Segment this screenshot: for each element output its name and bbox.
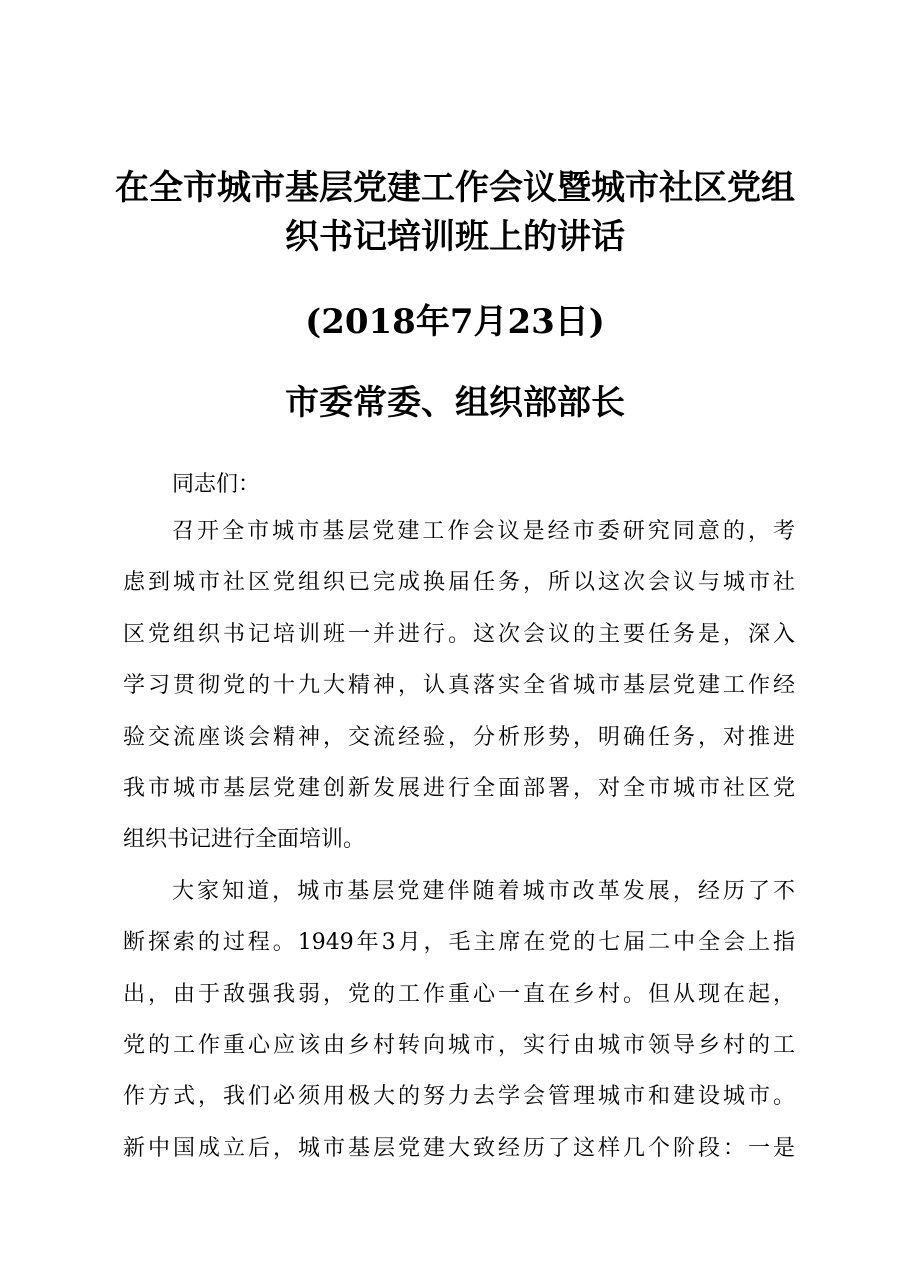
- body-line: 新中国成立后，城市基层党建大致经历了这样几个阶段：一是: [123, 1136, 795, 1161]
- body-line: 作方式，我们必须用极大的努力去学会管理城市和建设城市。: [123, 1084, 795, 1109]
- speech-date: (2018年7月23日): [305, 302, 605, 342]
- greeting: 同志们：: [172, 472, 261, 497]
- body-line: 组织书记进行全面培训。: [123, 827, 366, 852]
- body-line: 断探索的过程。1949年3月，毛主席在党的七届二中全会上指: [123, 930, 795, 955]
- body-line: 我市城市基层党建创新发展进行全面部署，对全市城市社区党: [123, 776, 795, 801]
- body-line: 学习贯彻党的十九大精神，认真落实全省城市基层党建工作经: [123, 673, 795, 698]
- document-title-line-1: 在全市城市基层党建工作会议暨城市社区党组: [115, 168, 795, 208]
- body-line: 大家知道，城市基层党建伴随着城市改革发展，经历了不: [172, 879, 795, 904]
- body-line: 验交流座谈会精神，交流经验，分析形势，明确任务，对推进: [123, 725, 795, 750]
- speaker-title: 市委常委、组织部部长: [285, 383, 625, 423]
- document-title-line-2: 织书记培训班上的讲话: [285, 217, 625, 257]
- body-line: 党的工作重心应该由乡村转向城市，实行由城市领导乡村的工: [123, 1033, 795, 1058]
- body-line: 区党组织书记培训班一并进行。这次会议的主要任务是，深入: [123, 622, 795, 647]
- body-line: 虑到城市社区党组织已完成换届任务，所以这次会议与城市社: [123, 570, 795, 595]
- body-line: 召开全市城市基层党建工作会议是经市委研究同意的，考: [172, 519, 795, 544]
- body-line: 出，由于敌强我弱，党的工作重心一直在乡村。但从现在起，: [123, 982, 795, 1007]
